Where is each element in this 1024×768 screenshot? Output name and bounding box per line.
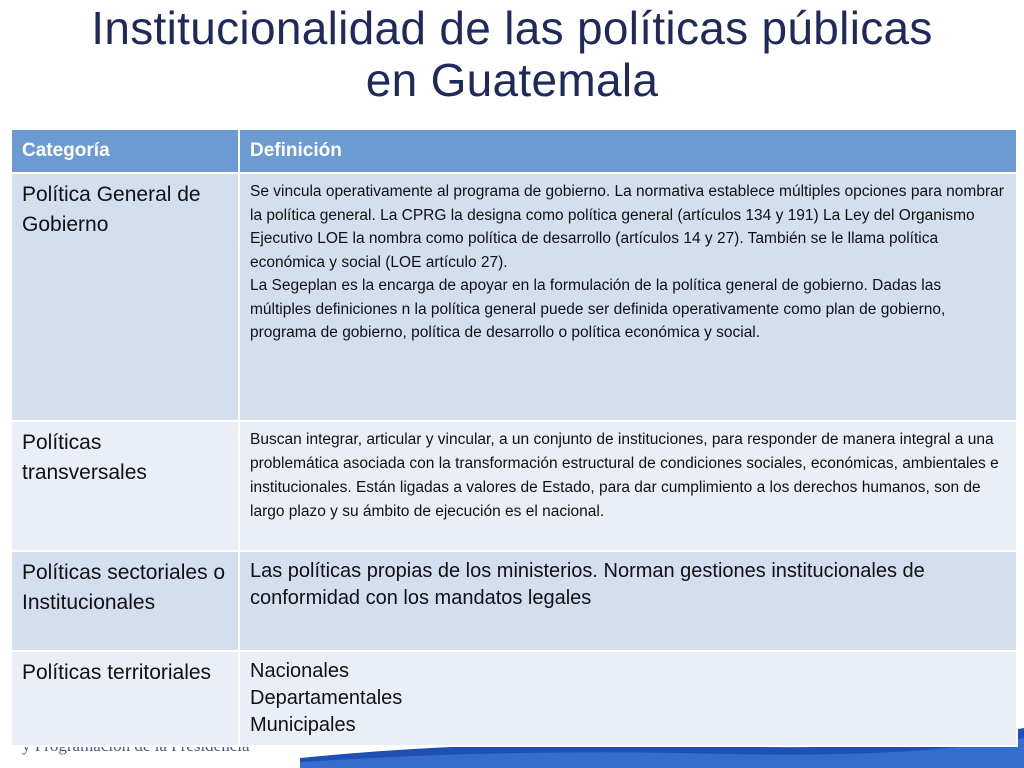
header-definicion: Definición bbox=[239, 129, 1017, 173]
table-row bbox=[11, 421, 1017, 551]
table-row bbox=[11, 651, 1017, 746]
definition-cell bbox=[239, 173, 1017, 421]
list-item: Departamentales bbox=[250, 687, 403, 709]
definition-cell: Buscan integrar, articular y vincular, a un conjunto de instituciones, para responder de manera integral a una problemática asociada con la transformación estructural de condiciones sociales, económicas, ambientales e institucionales. Están ligadas a valores de Estado, para dar cumplimiento a los derechos humanos, son de largo plazo y su ámbito de ejecución es el nacional. bbox=[239, 421, 1017, 551]
slide-title-line1: Institucionalidad de las políticas públicas bbox=[91, 2, 933, 54]
table-row bbox=[11, 173, 1017, 421]
slide-title bbox=[0, 2, 1024, 106]
table-header-row bbox=[11, 129, 1017, 173]
list-item: Municipales bbox=[250, 714, 356, 736]
header-categoria: Categoría bbox=[11, 129, 239, 173]
definition-paragraph: Se vincula operativamente al programa de gobierno. La normativa establece múltiples opciones para nombrar la política general. La CPRG la designa como política general (artículos 134 y 191) La Ley del Organismo Ejecutivo LOE la nombra como política de desarrollo (artículos 14 y 27). También se le llama política económica y social (LOE artículo 27). bbox=[250, 183, 1004, 271]
categories-table bbox=[10, 128, 1018, 747]
category-cell: Políticas sectoriales o Institucionales bbox=[11, 551, 239, 651]
slide-title-line2: en Guatemala bbox=[365, 54, 659, 106]
table-row bbox=[11, 551, 1017, 651]
category-cell: Políticas transversales bbox=[11, 421, 239, 551]
list-item: Nacionales bbox=[250, 660, 349, 682]
definition-cell bbox=[239, 651, 1017, 746]
category-cell: Políticas territoriales bbox=[11, 651, 239, 746]
definition-paragraph: La Segeplan es la encarga de apoyar en la formulación de la política general de gobierno. Dadas las múltiples definiciones n la política general puede ser definida operativamente como plan de gobierno, programa de gobierno, política de desarrollo o política económica y social. bbox=[250, 277, 946, 341]
definition-cell: Las políticas propias de los ministerios. Norman gestiones institucionales de conformidad con los mandatos legales bbox=[239, 551, 1017, 651]
category-cell: Política General de Gobierno bbox=[11, 173, 239, 421]
